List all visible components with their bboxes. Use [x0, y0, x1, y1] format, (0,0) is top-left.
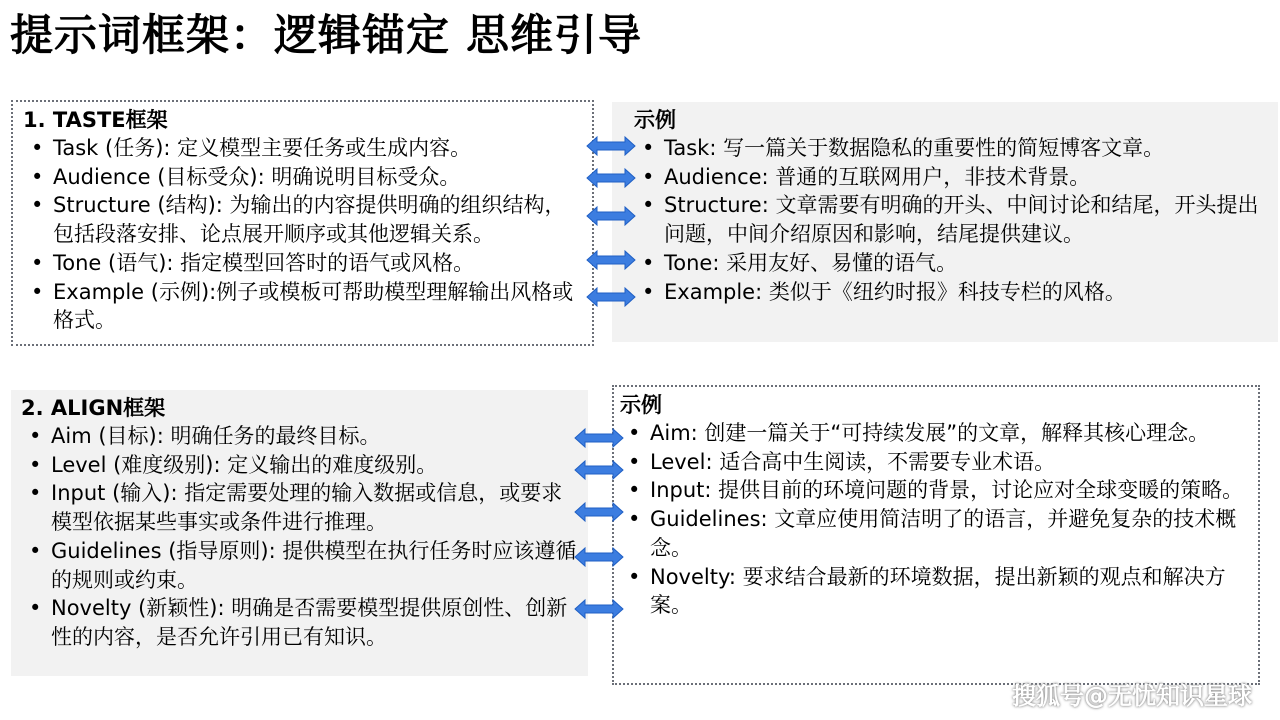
item-term: Example [53, 279, 145, 304]
item-term: Task [664, 136, 710, 160]
item-note: (目标) [91, 424, 157, 448]
arrow-audience [587, 169, 635, 187]
arrow-task [587, 137, 635, 155]
item-term: Novelty [650, 564, 729, 589]
item-description: : 指定模型回答时的语气或风格。 [166, 250, 475, 275]
item-description: : 创建一篇关于“可持续发展”的文章，解释其核心理念。 [690, 421, 1210, 445]
item-description: : 明确是否需要模型提供原创性、创新性的内容，是否允许引用已有知识。 [51, 596, 568, 649]
item-description: : 提供模型在执行任务时应该遵循的规则或约束。 [51, 538, 577, 592]
item-description: : 定义输出的难度级别。 [213, 452, 438, 477]
item-term: Level [650, 449, 706, 474]
item-description: :例子或模板可帮助模型理解输出风格或格式。 [53, 279, 574, 333]
item-term: Level [51, 452, 107, 477]
item-description: : 文章应使用简洁明了的语言，并避免复杂的技术概念。 [650, 507, 1237, 560]
taste-heading: 1. TASTE框架 [23, 108, 168, 132]
watermark: 搜狐号@无忧知识星球 [1012, 682, 1252, 710]
item-description: : 普通的互联网用户，非技术背景。 [761, 164, 1091, 189]
align-heading: 2. ALIGN框架 [21, 396, 166, 420]
item-note: (语气) [101, 250, 167, 275]
item-term: Guidelines [51, 538, 162, 563]
arrow-guidelines [575, 548, 623, 566]
item-description: : 指定需要处理的输入数据或信息，或要求模型依据某些事实或条件进行推理。 [51, 481, 563, 535]
item-note: (指导原则) [161, 538, 269, 563]
arrow-aim [575, 429, 623, 447]
item-term: Guidelines [650, 507, 761, 532]
item-term: Tone [53, 250, 102, 275]
item-note: (示例) [144, 279, 210, 304]
item-description: : 文章需要有明确的开头、中间讨论和结尾，开头提出问题，中间介绍原因和影响，结尾提供建议。 [664, 193, 1259, 247]
item-term: Structure [53, 193, 151, 218]
taste-example-heading: 示例 [634, 108, 676, 132]
item-description: : 提供目前的环境问题的背景，讨论应对全球变暖的策略。 [704, 478, 1244, 503]
item-term: Aim [650, 421, 691, 445]
item-description: : 明确说明目标受众。 [257, 164, 461, 189]
item-term: Tone [664, 250, 713, 275]
align-example-heading: 示例 [620, 393, 662, 417]
item-note: (结构) [150, 193, 216, 218]
arrow-structure [587, 207, 635, 225]
item-term: Task [53, 136, 99, 160]
item-term: Aim [51, 424, 92, 448]
item-term: Audience [664, 164, 762, 189]
item-description: : 采用友好、易懂的语气。 [712, 250, 958, 275]
arrow-input [575, 503, 623, 521]
item-description: : 适合高中生阅读，不需要专业术语。 [705, 449, 1056, 474]
arrow-tone [587, 251, 635, 269]
item-note: (新颖性) [131, 596, 218, 621]
item-description: : 写一篇关于数据隐私的重要性的简短博客文章。 [709, 136, 1165, 160]
arrow-example [587, 288, 635, 306]
page-title: 提示词框架：逻辑锚定 思维引导 [10, 11, 642, 61]
item-description: : 为输出的内容提供明确的组织结构，包括段落安排、论点展开顺序或其他逻辑关系。 [53, 193, 566, 247]
item-term: Input [650, 478, 705, 503]
item-description: : 明确任务的最终目标。 [156, 424, 381, 448]
item-description: : 要求结合最新的环境数据，提出新颖的观点和解决方案。 [650, 564, 1226, 618]
arrow-novelty [575, 600, 623, 618]
item-note: (任务) [98, 136, 164, 160]
item-term: Novelty [51, 596, 132, 621]
arrow-level [575, 461, 623, 479]
item-note: (输入) [105, 481, 171, 506]
item-term: Input [51, 481, 106, 506]
item-description: : 定义模型主要任务或生成内容。 [163, 136, 472, 160]
item-description: : 类似于《纽约时报》科技专栏的风格。 [755, 279, 1126, 304]
item-term: Audience [53, 164, 151, 189]
item-note: (目标受众) [150, 164, 258, 189]
item-term: Structure [664, 193, 762, 218]
item-note: (难度级别) [106, 452, 214, 477]
item-term: Example [664, 279, 756, 304]
